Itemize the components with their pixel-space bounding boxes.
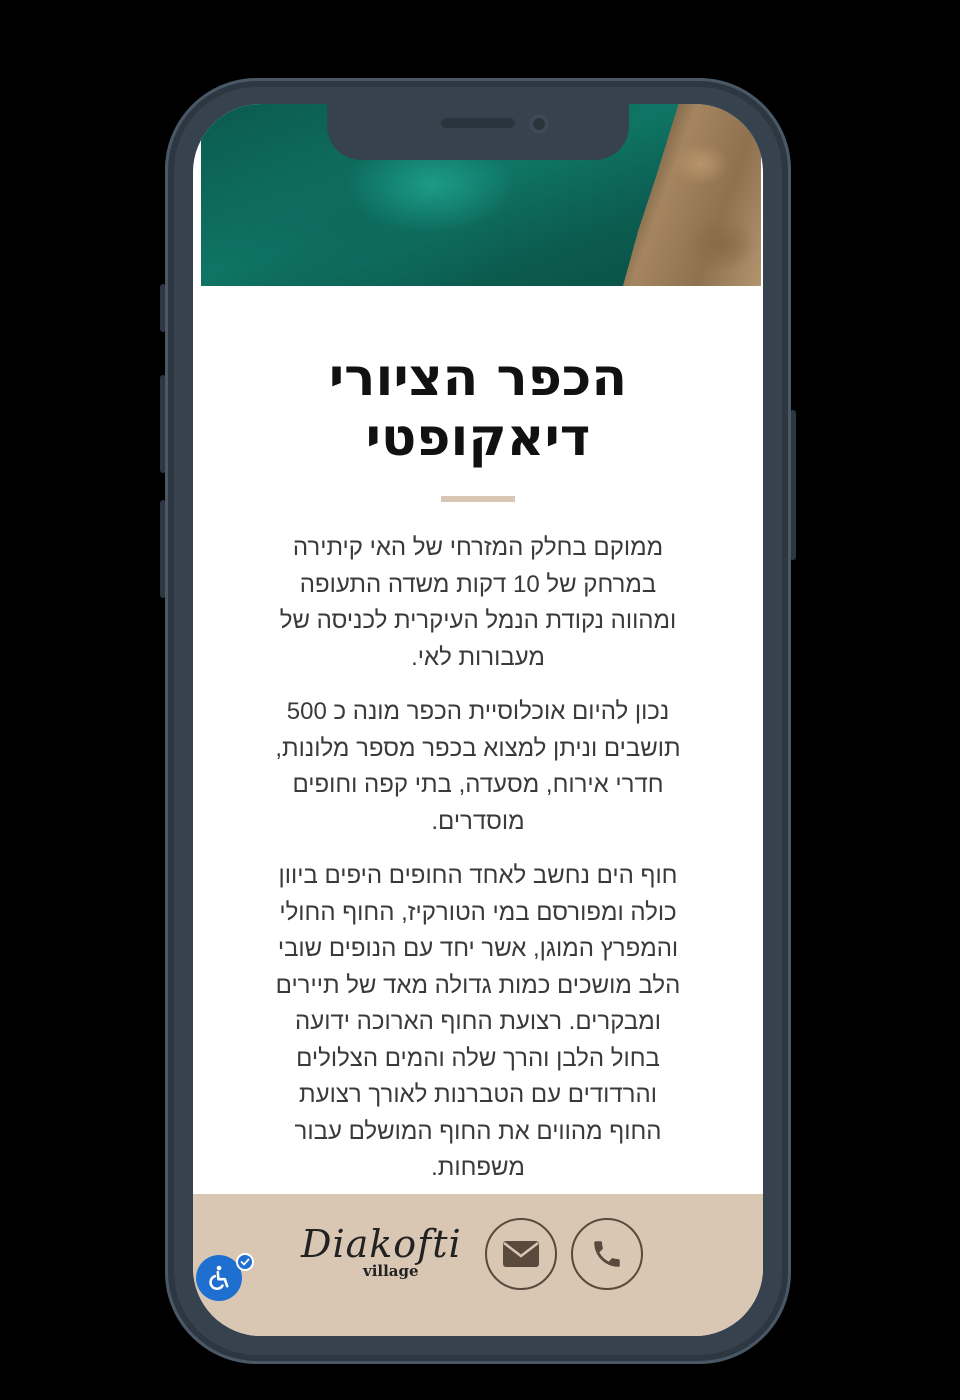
cliff-image [611, 104, 761, 286]
title-divider [441, 496, 515, 502]
logo-subtitle: village [363, 1262, 419, 1280]
speaker-grille [441, 118, 515, 128]
title-line-1: הכפר הציורי [328, 348, 628, 408]
email-button[interactable] [485, 1218, 557, 1290]
diakofti-logo[interactable] [301, 1222, 471, 1290]
phone-icon [590, 1237, 624, 1271]
accessibility-check-badge [236, 1253, 254, 1271]
phone-screen [193, 104, 763, 1336]
main-content [193, 286, 763, 1205]
page-title [193, 348, 763, 468]
bottom-contact-bar [193, 1194, 763, 1336]
paragraph-population: נכון להיום אוכלוסיית הכפר מונה כ 500 תושבים וניתן למצוא בכפר מספר מלונות, חדרי אירוח, מסעדה, בתי קפה וחופים מוסדרים. [275, 698, 681, 835]
check-icon [240, 1257, 250, 1267]
phone-notch [327, 100, 629, 160]
envelope-icon [503, 1241, 539, 1267]
paragraph-location: ממוקם בחלק המזרחי של האי קיתירה במרחק של 10 דקות משדה התעופה ומהווה נקודת הנמל העיקרית לכניסה של מעבורות לאי. [279, 534, 677, 671]
paragraph-beach: חוף הים נחשב לאחד החופים היפים ביוון כולה ומפורסם במי הטורקיז, החוף החולי והמפרץ המוגן, אשר יחד עם הנופים שובי הלב מושכים כמות גדולה מאד של תיירים ומבקרים. רצועת החוף הארוכה ידועה בחול הלבן והרך שלה והמים הצלולים והרדודים עם הטברנות לאורך רצועת החוף מהווים את החוף המושלם עבור משפחות. [275, 862, 681, 1181]
title-line-2: דיאקופטי [365, 408, 591, 468]
wheelchair-icon [205, 1264, 233, 1292]
front-camera [529, 114, 549, 134]
logo-script: Diakofti [301, 1222, 462, 1266]
call-button[interactable] [571, 1218, 643, 1290]
